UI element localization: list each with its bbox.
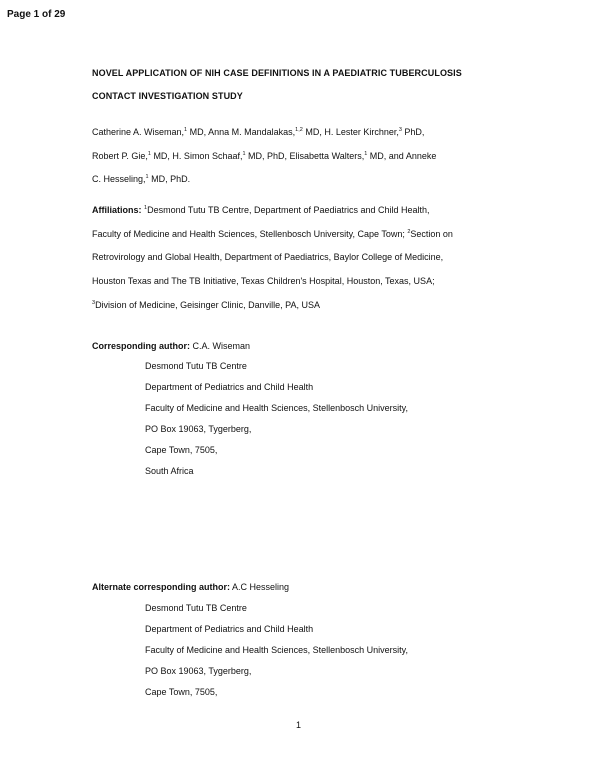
corresponding-address: Desmond Tutu TB Centre Department of Pediatrics and Child Health Faculty of Medicine and Health Sciences, Stellenbosch University, PO Box 19063, Tygerberg, Cape Town, 7505, South Africa [145,361,408,476]
affiliations-label: Affiliations: [92,205,142,215]
page-indicator: Page 1 of 29 [7,9,66,20]
corresponding-author: Corresponding author: C.A. Wiseman [92,341,251,351]
alternate-corresponding-author: Alternate corresponding author: A.C Hesseling [92,582,290,592]
alternate-address: Desmond Tutu TB Centre Department of Pediatrics and Child Health Faculty of Medicine and Health Sciences, Stellenbosch University, PO Box 19063, Tygerberg, Cape Town, 7505, [145,603,408,697]
page-number: 1 [296,720,302,730]
author-list: Catherine A. Wiseman,$^1$ MD, Anna M. Mandalakas,$^{1,2}$ MD, H. Lester Kirchner,$^3$ PhD, Robert P. Gie,$^1$ MD, H. Simon Schaaf,$^1$ MD, PhD, Elisabetta Walters,$^1$ MD, and Anneke C. Hesseling,$^1$ MD, PhD. [92,127,437,184]
affiliations: Affiliations: $^1$Desmond Tutu TB Centre, Department of Paediatrics and Child Health, Faculty of Medicine and Health Sciences, Stellenbosch University, Cape Town; $^2$Section on Retrovirology and Global Health, Department of Paediatrics, Baylor College of Medicine, Houston Texas and The TB Initiative, Texas Children's Hospital, Houston, Texas, USA; $^3$Division of Medicine, Geisinger Clinic, Danville, PA, USA [92,205,453,310]
title-line-1: NOVEL APPLICATION OF NIH CASE DEFINITIONS IN A PAEDIATRIC TUBERCULOSIS [92,68,462,78]
title-line-2: CONTACT INVESTIGATION STUDY [92,91,243,101]
